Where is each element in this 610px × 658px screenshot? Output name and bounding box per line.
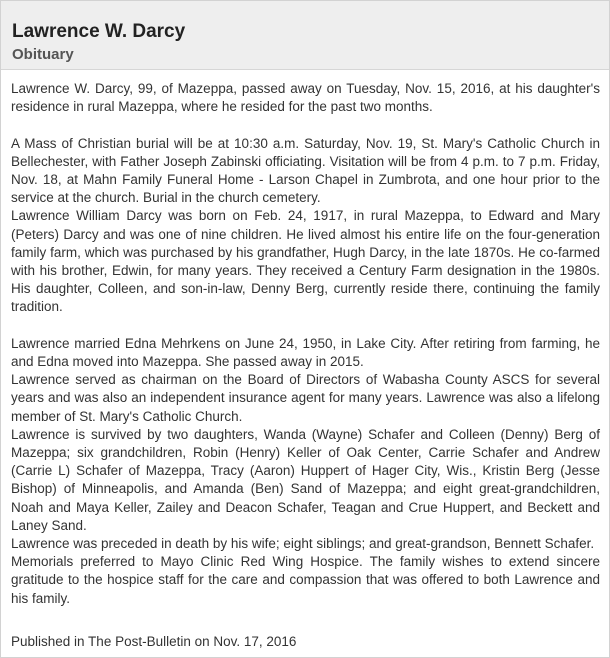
paragraph-memorials: Memorials preferred to Mayo Clinic Red Wing Hospice. The family wishes to extend sincere gratitude to the hospice staff for the care and compassion that was offered to both Lawrence and his family. [11, 554, 600, 606]
obituary-header [1, 1, 609, 70]
obituary-body [11, 80, 600, 608]
page-title: Lawrence W. Darcy [12, 21, 186, 42]
paragraph-preceded: Lawrence was preceded in death by his wife; eight siblings; and great-grandson, Bennett Schafer. [11, 536, 595, 552]
paragraph-spacer [11, 116, 600, 134]
paragraph-biography: Lawrence William Darcy was born on Feb. 24, 1917, in rural Mazeppa, to Edward and Mary (Peters) Darcy and was one of nine children. He lived almost his entire life on the four-generation family farm, which was purchased by his grandfather, Hugh Darcy, in the late 1870s. He co-farmed with his brother, Edwin, for many years. They received a Century Farm designation in the 1980s. His daughter, Colleen, and son-in-law, Denny Berg, currently reside there, continuing the family tradition. [11, 208, 600, 315]
published-line: Published in The Post-Bulletin on Nov. 17, 2016 [11, 634, 297, 649]
paragraph-spacer [11, 317, 600, 335]
paragraph-marriage: Lawrence married Edna Mehrkens on June 24, 1950, in Lake City. After retiring from farming, he and Edna moved into Mazeppa. She passed away in 2015. [11, 335, 600, 370]
page-subtitle: Obituary [12, 46, 74, 63]
paragraph-services: A Mass of Christian burial will be at 10:30 a.m. Saturday, Nov. 19, St. Mary's Catholic Church in Bellechester, with Father Joseph Zabinski officiating. Visitation will be from 4 p.m. to 7 p.m. Friday, Nov. 18, at Mahn Family Funeral Home - Larson Chapel in Zumbrota, and one hour prior to the service at the church. Burial in the church cemetery. [11, 135, 600, 206]
paragraph-career: Lawrence served as chairman on the Board of Directors of Wabasha County ASCS for several years and was also an independent insurance agent for many years. Lawrence was also a lifelong member of St. Mary's Catholic Church. [11, 372, 600, 424]
paragraph-survivors: Lawrence is survived by two daughters, Wanda (Wayne) Schafer and Colleen (Denny) Berg of Mazeppa; six grandchildren, Robin (Henry) Keller of Oak Center, Carrie Schafer and Andrew (Carrie L) Schafer of Mazeppa, Tracy (Aaron) Huppert of Hager City, Wis., Kristin Berg (Jesse Bishop) of Minneapolis, and Amanda (Ben) Sand of Mazeppa; and eight great-grandchildren, Noah and Maya Keller, Zailey and Deacon Schafer, Teagan and Crue Huppert, and Beckett and Laney Sand. [11, 426, 600, 533]
paragraph-death-notice: Lawrence W. Darcy, 99, of Mazeppa, passed away on Tuesday, Nov. 15, 2016, at his daughter's residence in rural Mazeppa, where he resided for the past two months. [11, 81, 600, 115]
